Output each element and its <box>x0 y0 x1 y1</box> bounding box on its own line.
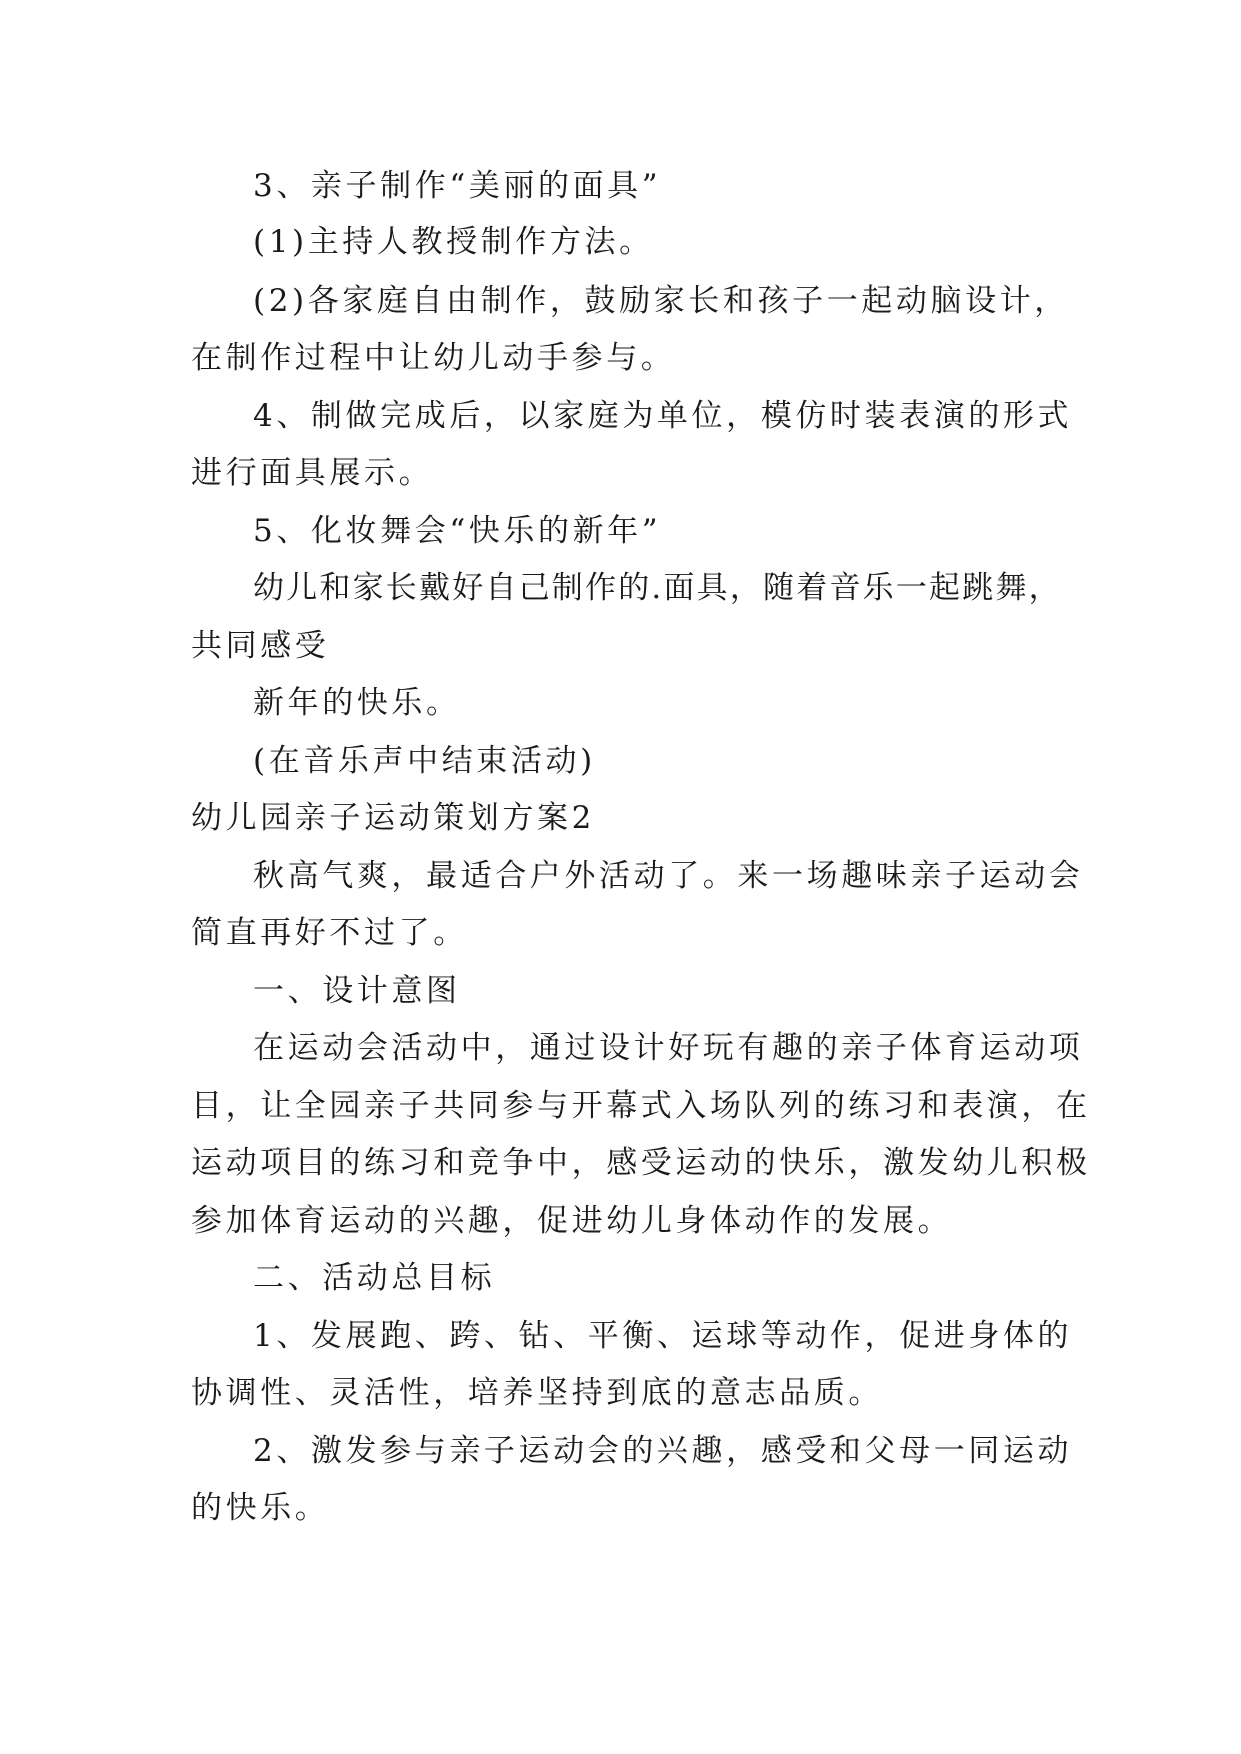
text-line: 的快乐。 <box>191 1490 330 1526</box>
text-line: 简直再好不过了。 <box>191 915 468 951</box>
text-line: 共同感受 <box>191 628 330 664</box>
text-line: 5、化妆舞会“快乐的新年” <box>253 513 662 549</box>
text-line: 幼儿和家长戴好自己制作的.面具，随着音乐一起跳舞， <box>253 570 1062 606</box>
text-line: 1、发展跑、跨、钻、平衡、运球等动作，促进身体的 <box>253 1318 1073 1354</box>
text-line: 秋高气爽，最适合户外活动了。来一场趣味亲子运动会 <box>253 858 1084 894</box>
text-line: 2、激发参与亲子运动会的兴趣，感受和父母一同运动 <box>253 1433 1073 1469</box>
text-line: 3、亲子制作“美丽的面具” <box>253 168 662 204</box>
text-line: 在制作过程中让幼儿动手参与。 <box>191 340 676 376</box>
text-line: 协调性、灵活性，培养坚持到底的意志品质。 <box>191 1375 883 1411</box>
text-line: 运动项目的练习和竞争中，感受运动的快乐，激发幼儿积极 <box>191 1145 1091 1181</box>
text-line: (在音乐声中结束活动) <box>253 743 596 779</box>
text-line: 新年的快乐。 <box>253 685 461 721</box>
text-line: (1)主持人教授制作方法。 <box>253 224 654 260</box>
text-line: (2)各家庭自由制作，鼓励家长和孩子一起动脑设计， <box>253 283 1069 319</box>
text-line: 4、制做完成后，以家庭为单位，模仿时装表演的形式 <box>253 398 1073 434</box>
text-line: 进行面具展示。 <box>191 455 434 491</box>
section-heading: 幼儿园亲子运动策划方案2 <box>191 800 595 836</box>
subsection-heading: 一、设计意图 <box>253 973 461 1009</box>
text-line: 在运动会活动中，通过设计好玩有趣的亲子体育运动项 <box>253 1030 1084 1066</box>
subsection-heading: 二、活动总目标 <box>253 1260 496 1296</box>
text-line: 目，让全园亲子共同参与开幕式入场队列的练习和表演，在 <box>191 1088 1091 1124</box>
text-line: 参加体育运动的兴趣，促进幼儿身体动作的发展。 <box>191 1203 953 1239</box>
